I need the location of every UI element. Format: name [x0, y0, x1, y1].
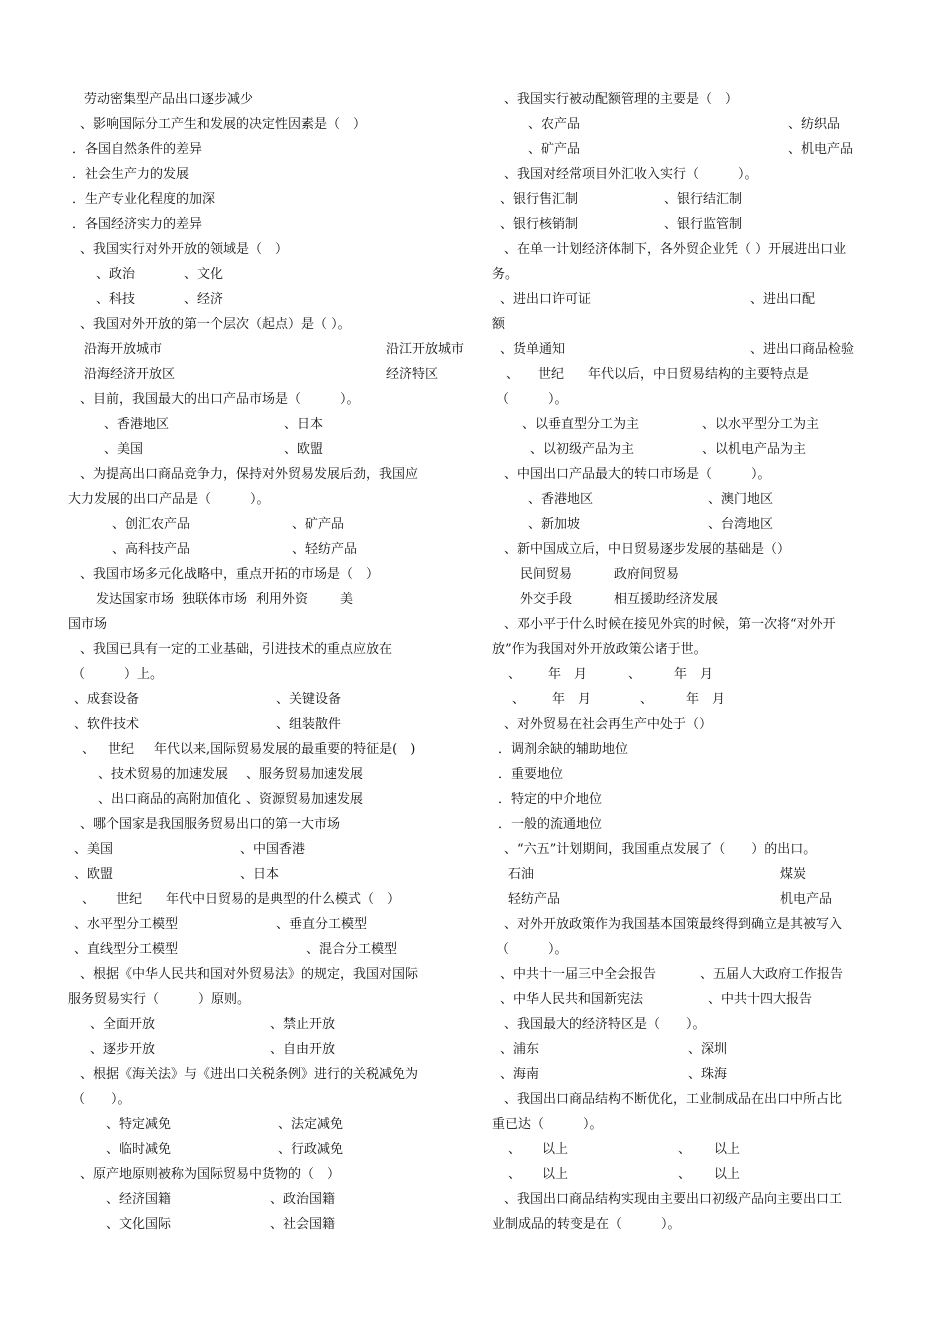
text-segment: 、 [506, 367, 520, 382]
text-segment: 、经济国籍 [106, 1192, 172, 1207]
text-segment: 、珠海 [688, 1067, 728, 1082]
text-line [492, 1112, 884, 1137]
text-line [492, 637, 884, 662]
text-segment: 、特定减免 [106, 1117, 172, 1132]
text-segment: 、浦东 [500, 1042, 540, 1057]
text-line [492, 912, 884, 937]
text-line [492, 437, 884, 462]
text-segment: 、政治国籍 [270, 1192, 336, 1207]
text-line [68, 937, 460, 962]
text-segment: 、软件技术 [74, 717, 140, 732]
text-line [492, 1187, 884, 1212]
text-segment: 发达国家市场 [96, 592, 175, 607]
text-line [68, 1012, 460, 1037]
text-line [68, 962, 460, 987]
text-line [492, 262, 884, 287]
text-line [68, 237, 460, 262]
text-segment: 、以机电产品为主 [702, 442, 807, 457]
text-segment: 、经济 [184, 292, 224, 307]
text-line [492, 287, 884, 312]
text-segment: 、直线型分工模型 [74, 942, 179, 957]
text-line [68, 1037, 460, 1062]
text-segment: 业制成品的转变是在（ ）。 [492, 1217, 681, 1232]
text-segment: 、我国出口商品结构实现由主要出口初级产品向主要出口工 [504, 1192, 843, 1207]
text-segment: 、成套设备 [74, 692, 140, 707]
text-segment: 、 [678, 1167, 692, 1182]
text-line [68, 362, 460, 387]
text-segment: 、新中国成立后，中日贸易逐步发展的基础是（） [504, 542, 791, 557]
text-segment: 沿海开放城市 [84, 342, 163, 357]
text-segment: 、美国 [104, 442, 144, 457]
text-line [68, 662, 460, 687]
text-line [492, 162, 884, 187]
text-line [68, 862, 460, 887]
text-segment: 、逐步开放 [90, 1042, 156, 1057]
text-line [492, 812, 884, 837]
text-line [492, 412, 884, 437]
text-line [492, 337, 884, 362]
text-line [492, 537, 884, 562]
text-segment: ．特定的中介地位 [498, 792, 603, 807]
text-segment: 、水平型分工模型 [74, 917, 179, 932]
text-segment: ．各国自然条件的差异 [72, 142, 203, 157]
text-line [68, 487, 460, 512]
text-segment: 、行政减免 [278, 1142, 344, 1157]
text-segment: 、我国实行被动配额管理的主要是（ ） [504, 92, 739, 107]
text-segment: 、目前，我国最大的出口产品市场是（ ）。 [80, 392, 360, 407]
text-segment: 年 月 [674, 667, 714, 682]
text-segment: 石油 [508, 867, 535, 882]
text-line [492, 187, 884, 212]
text-segment: 、中国香港 [240, 842, 306, 857]
text-line [492, 387, 884, 412]
text-line [492, 862, 884, 887]
text-line [492, 612, 884, 637]
text-line [492, 662, 884, 687]
text-segment: 世纪 [116, 892, 143, 907]
text-line [492, 987, 884, 1012]
text-segment: 、新加坡 [528, 517, 581, 532]
text-segment: 煤炭 [780, 867, 807, 882]
text-segment: 、进出口许可证 [500, 292, 592, 307]
text-segment: 、进出口配 [750, 292, 816, 307]
text-line [68, 1087, 460, 1112]
text-segment: ．各国经济实力的差异 [72, 217, 203, 232]
text-segment: 、根据《海关法》与《进出口关税条例》进行的关税减免为 [80, 1067, 419, 1082]
text-segment: 、对外贸易在社会再生产中处于（） [504, 717, 713, 732]
text-segment: 、 [508, 1167, 522, 1182]
text-segment: 、原产地原则被称为国际贸易中货物的（ ） [80, 1167, 341, 1182]
text-segment: 重已达（ ）。 [492, 1117, 603, 1132]
text-segment: 劳动密集型产品出口逐步减少 [84, 92, 254, 107]
text-segment: 、服务贸易加速发展 [246, 767, 364, 782]
text-segment: 、哪个国家是我国服务贸易出口的第一大市场 [80, 817, 341, 832]
text-segment: 、农产品 [528, 117, 581, 132]
text-segment: 、以初级产品为主 [530, 442, 635, 457]
text-segment: 、禁止开放 [270, 1017, 336, 1032]
text-segment: 、欧盟 [74, 867, 114, 882]
text-segment: 、矿产品 [528, 142, 581, 157]
text-segment: （ ）。 [72, 1092, 131, 1107]
text-segment: 、 [640, 692, 654, 707]
text-segment: 服务贸易实行（ ）原则。 [68, 992, 251, 1007]
text-segment: ．重要地位 [498, 767, 564, 782]
text-segment: 、进出口商品检验 [750, 342, 855, 357]
text-line [68, 887, 460, 912]
text-line [68, 1212, 460, 1237]
text-segment: 外交手段 [520, 592, 573, 607]
text-line [68, 1187, 460, 1212]
text-segment: 、纺织品 [788, 117, 841, 132]
text-segment: 、政治 [96, 267, 136, 282]
text-segment: 、深圳 [688, 1042, 728, 1057]
text-segment: 、银行结汇制 [664, 192, 743, 207]
text-line [68, 1137, 460, 1162]
text-segment: 年 月 [548, 667, 588, 682]
text-line [68, 1062, 460, 1087]
text-segment: 、“六五”计划期间，我国重点发展了（ ）的出口。 [504, 842, 817, 857]
text-segment: 、对外开放政策作为我国基本国策最终得到确立是其被写入 [504, 917, 843, 932]
text-segment: 、银行监管制 [664, 217, 743, 232]
text-line [492, 1137, 884, 1162]
text-segment: 世纪 [538, 367, 565, 382]
text-segment: 、为提高出口商品竞争力，保持对外贸易发展后劲，我国应 [80, 467, 419, 482]
text-line [492, 1087, 884, 1112]
text-segment: 经济特区 [386, 367, 439, 382]
text-segment: 务。 [492, 267, 519, 282]
text-line [492, 212, 884, 237]
text-segment: 、 [628, 667, 642, 682]
text-line [68, 137, 460, 162]
text-line [492, 962, 884, 987]
left-column [68, 87, 465, 1237]
text-segment: 、中华人民共和国新宪法 [500, 992, 644, 1007]
text-segment: 、邓小平于什么时候在接见外宾的时候，第一次将“对外开 [504, 617, 836, 632]
text-segment: （ ）。 [496, 392, 568, 407]
text-segment: 、关键设备 [276, 692, 342, 707]
text-line [492, 137, 884, 162]
text-line [492, 937, 884, 962]
text-line [68, 787, 460, 812]
text-segment: 、以水平型分工为主 [702, 417, 820, 432]
text-line [492, 762, 884, 787]
text-segment: 、欧盟 [284, 442, 324, 457]
text-segment: 、法定减免 [278, 1117, 344, 1132]
text-segment: 放”作为我国对外开放政策公诸于世。 [492, 642, 707, 657]
text-line [492, 1037, 884, 1062]
text-line [492, 787, 884, 812]
text-segment: 以上 [714, 1142, 741, 1157]
text-segment: 独联体市场 [182, 592, 248, 607]
text-segment: ．调剂余缺的辅助地位 [498, 742, 629, 757]
text-segment: 、创汇农产品 [112, 517, 191, 532]
text-segment: 、以垂直型分工为主 [522, 417, 640, 432]
text-segment: 、资源贸易加速发展 [246, 792, 364, 807]
text-line [492, 562, 884, 587]
text-line [68, 1162, 460, 1187]
text-segment: 、我国出口商品结构不断优化，工业制成品在出口中所占比 [504, 1092, 843, 1107]
text-line [68, 912, 460, 937]
text-segment: 、银行核销制 [500, 217, 579, 232]
text-segment: ．社会生产力的发展 [72, 167, 190, 182]
text-line [492, 1212, 884, 1237]
text-line [68, 587, 460, 612]
text-line [492, 112, 884, 137]
text-segment: 、银行售汇制 [500, 192, 579, 207]
text-segment: 、我国最大的经济特区是（ ）。 [504, 1017, 706, 1032]
text-line [68, 262, 460, 287]
text-line [68, 612, 460, 637]
text-line [68, 162, 460, 187]
text-segment: 、临时减免 [106, 1142, 172, 1157]
text-line [68, 512, 460, 537]
text-segment: 、自由开放 [270, 1042, 336, 1057]
text-line [492, 512, 884, 537]
text-segment: 、美国 [74, 842, 114, 857]
text-segment: 、机电产品 [788, 142, 854, 157]
text-segment: ．生产专业化程度的加深 [72, 192, 216, 207]
text-line [68, 337, 465, 362]
text-segment: 、矿产品 [292, 517, 345, 532]
text-line [68, 712, 460, 737]
text-line [68, 287, 460, 312]
text-line [68, 687, 460, 712]
text-segment: 年 月 [552, 692, 592, 707]
text-segment: 、我国对经常项目外汇收入实行（ ）。 [504, 167, 758, 182]
text-line [68, 437, 460, 462]
text-line [68, 737, 460, 762]
text-segment: （ ）。 [496, 942, 568, 957]
text-line [68, 837, 460, 862]
text-line [492, 237, 884, 262]
text-segment: 、高科技产品 [112, 542, 191, 557]
text-segment: 、我国对外开放的第一个层次（起点）是（ ）。 [80, 317, 351, 332]
text-segment: 、我国市场多元化战略中，重点开拓的市场是（ ） [80, 567, 380, 582]
text-line [68, 987, 460, 1012]
text-segment: 、海南 [500, 1067, 540, 1082]
text-segment: 沿海经济开放区 [84, 367, 176, 382]
text-segment: 、中共十一届三中全会报告 [500, 967, 657, 982]
text-segment: 、在单一计划经济体制下，各外贸企业凭（ ）开展进出口业 [504, 242, 847, 257]
text-line [492, 712, 884, 737]
text-segment: 、日本 [240, 867, 280, 882]
text-segment: 、澳门地区 [708, 492, 774, 507]
text-line [492, 1062, 884, 1087]
text-line [68, 387, 460, 412]
text-line [68, 762, 460, 787]
text-segment: 年 月 [686, 692, 726, 707]
text-segment: 、中共十四大报告 [708, 992, 813, 1007]
text-segment: 政府间贸易 [614, 567, 680, 582]
text-segment: 机电产品 [780, 892, 833, 907]
text-segment: 、台湾地区 [708, 517, 774, 532]
text-line [492, 1162, 884, 1187]
text-line [68, 212, 460, 237]
text-line [68, 187, 460, 212]
text-segment: 、日本 [284, 417, 324, 432]
text-line [68, 87, 460, 112]
text-segment: 、 [508, 667, 522, 682]
text-line [68, 812, 460, 837]
text-segment: 世纪 [108, 742, 135, 757]
text-segment: 利用外资 [256, 592, 309, 607]
text-segment: 、垂直分工模型 [276, 917, 368, 932]
text-segment: 国市场 [68, 617, 108, 632]
text-segment: 以上 [714, 1167, 741, 1182]
text-segment: 、出口商品的高附加值化 [98, 792, 242, 807]
text-line [492, 1012, 884, 1037]
text-line [68, 462, 460, 487]
text-line [68, 637, 460, 662]
text-segment: 大力发展的出口产品是（ ）。 [68, 492, 270, 507]
text-segment: 、影响国际分工产生和发展的决定性因素是（ ） [80, 117, 367, 132]
text-line [492, 312, 884, 337]
text-segment: 、香港地区 [104, 417, 170, 432]
text-segment: 民间贸易 [520, 567, 573, 582]
text-segment: 沿江开放城市 [386, 342, 465, 357]
text-line [492, 837, 884, 862]
text-line [492, 87, 884, 112]
text-segment: 、社会国籍 [270, 1217, 336, 1232]
text-segment: 、组装散件 [276, 717, 342, 732]
text-segment: 、 [678, 1142, 692, 1157]
text-line [68, 312, 460, 337]
text-line [492, 462, 884, 487]
right-column [492, 87, 884, 1237]
text-segment: ．一般的流通地位 [498, 817, 603, 832]
text-segment: 、混合分工模型 [306, 942, 398, 957]
text-segment: 、香港地区 [528, 492, 594, 507]
text-segment: 、文化 [184, 267, 224, 282]
text-segment: 相互援助经济发展 [614, 592, 719, 607]
text-segment: 、文化国际 [106, 1217, 172, 1232]
text-segment: 、 [512, 692, 526, 707]
text-segment: 轻纺产品 [508, 892, 561, 907]
text-line [492, 687, 884, 712]
text-line [68, 1112, 460, 1137]
text-segment: 、 [508, 1142, 522, 1157]
text-segment: 、 [82, 742, 96, 757]
text-line [68, 112, 460, 137]
text-segment: 、五届人大政府工作报告 [700, 967, 844, 982]
text-line [492, 487, 884, 512]
text-line [68, 412, 460, 437]
text-line [492, 887, 884, 912]
text-segment: 年代以后，中日贸易结构的主要特点是 [588, 367, 810, 382]
text-segment: 、科技 [96, 292, 136, 307]
text-segment: 以上 [542, 1142, 569, 1157]
text-line [492, 737, 884, 762]
text-segment: 、中国出口产品最大的转口市场是（ ）。 [504, 467, 771, 482]
text-segment: 年代中日贸易的是典型的什么模式（ ） [166, 892, 401, 907]
text-line [492, 362, 884, 387]
text-line [68, 537, 460, 562]
text-segment: （ ）上。 [72, 667, 164, 682]
text-segment: 美 [340, 592, 354, 607]
text-segment: 、 [82, 892, 96, 907]
text-segment: 、我国实行对外开放的领域是（ ） [80, 242, 289, 257]
text-segment: 、技术贸易的加速发展 [98, 767, 229, 782]
text-segment: 以上 [542, 1167, 569, 1182]
text-segment: 、我国已具有一定的工业基础，引进技术的重点应放在 [80, 642, 393, 657]
text-segment: 、根据《中华人民共和国对外贸易法》的规定，我国对国际 [80, 967, 419, 982]
text-segment: 年代以来,国际贸易发展的最重要的特征是( ) [154, 742, 416, 757]
text-line [492, 587, 884, 612]
text-segment: 、全面开放 [90, 1017, 156, 1032]
text-segment: 、轻纺产品 [292, 542, 358, 557]
text-line [68, 562, 460, 587]
text-segment: 、货单通知 [500, 342, 566, 357]
text-segment: 额 [492, 317, 506, 332]
